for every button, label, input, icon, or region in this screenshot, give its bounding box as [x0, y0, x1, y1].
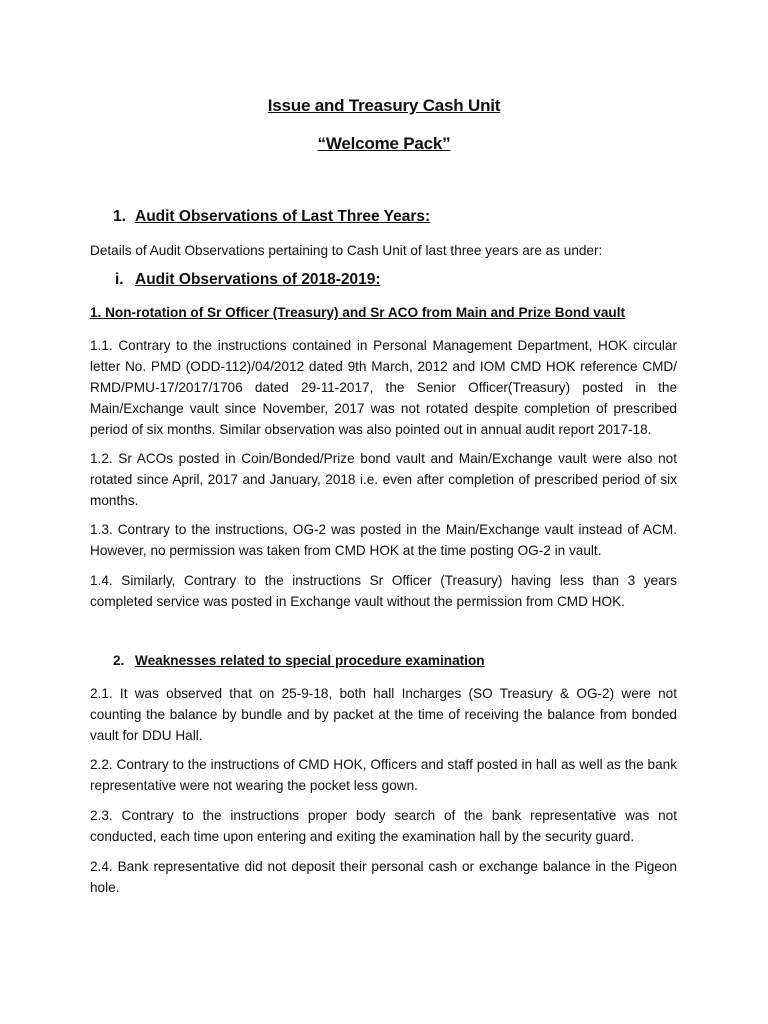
paragraph-1-2: 1.2. Sr ACOs posted in Coin/Bonded/Prize bond vault and Main/Exchange vault were also not rotated since April, 2017 and January, 2018 i.e. even after completion of prescribed period of six months. — [90, 451, 677, 508]
section-number: 1. — [113, 208, 126, 225]
section-intro: Details of Audit Observations pertaining to Cash Unit of last three years are as under: — [90, 243, 603, 258]
subsection-number: i. — [115, 271, 124, 288]
paragraph-1-1: 1.1. Contrary to the instructions contained in Personal Management Department, HOK circular letter No. PMD (ODD-112)/04/2012 dated 9th March, 2012 and IOM CMD HOK reference CMD/ RMD/PMU-17/2017/1706 dated 29-11-2017, the Senior Officer(Treasury) posted in the Main/Exchange vault since November, 2017 was not rotated despite completion of prescribed period of six months. Similar observation was also pointed out in annual audit report 2017-18. — [90, 338, 677, 437]
document-title: Issue and Treasury Cash Unit — [267, 96, 501, 115]
paragraph-2-3: 2.3. Contrary to the instructions proper body search of the bank representative was not conducted, each time upon entering and exiting the examination hall by the security guard. — [90, 808, 677, 844]
observation-2-heading-text: Weaknesses related to special procedure examination — [135, 653, 485, 668]
paragraph-1-4: 1.4. Similarly, Contrary to the instructions Sr Officer (Treasury) having less than 3 years completed service was posted in Exchange vault without the permission from CMD HOK. — [90, 573, 677, 609]
observation-2-number: 2. — [113, 653, 125, 668]
paragraph-1-3: 1.3. Contrary to the instructions, OG-2 was posted in the Main/Exchange vault instead of ACM. However, no permission was taken from CMD HOK at the time posting OG-2 in vault. — [90, 522, 677, 558]
observation-1-heading: 1. Non-rotation of Sr Officer (Treasury) and Sr ACO from Main and Prize Bond vault — [90, 305, 626, 320]
section-heading — [113, 208, 430, 226]
observation-2-heading — [113, 653, 485, 668]
paragraph-2-1: 2.1. It was observed that on 25-9-18, both hall Incharges (SO Treasury & OG-2) were not counting the balance by bundle and by packet at the time of receiving the balance from bonded vault for DDU Hall. — [90, 686, 677, 743]
document-subtitle: “Welcome Pack” — [317, 134, 451, 153]
subsection-heading — [115, 271, 381, 289]
section-heading-text: Audit Observations of Last Three Years: — [135, 208, 431, 225]
subsection-heading-text: Audit Observations of 2018-2019: — [135, 271, 381, 288]
paragraph-2-4: 2.4. Bank representative did not deposit their personal cash or exchange balance in the Pigeon hole. — [90, 859, 677, 895]
paragraph-2-2: 2.2. Contrary to the instructions of CMD HOK, Officers and staff posted in hall as well as the bank representative were not wearing the pocket less gown. — [90, 757, 677, 793]
